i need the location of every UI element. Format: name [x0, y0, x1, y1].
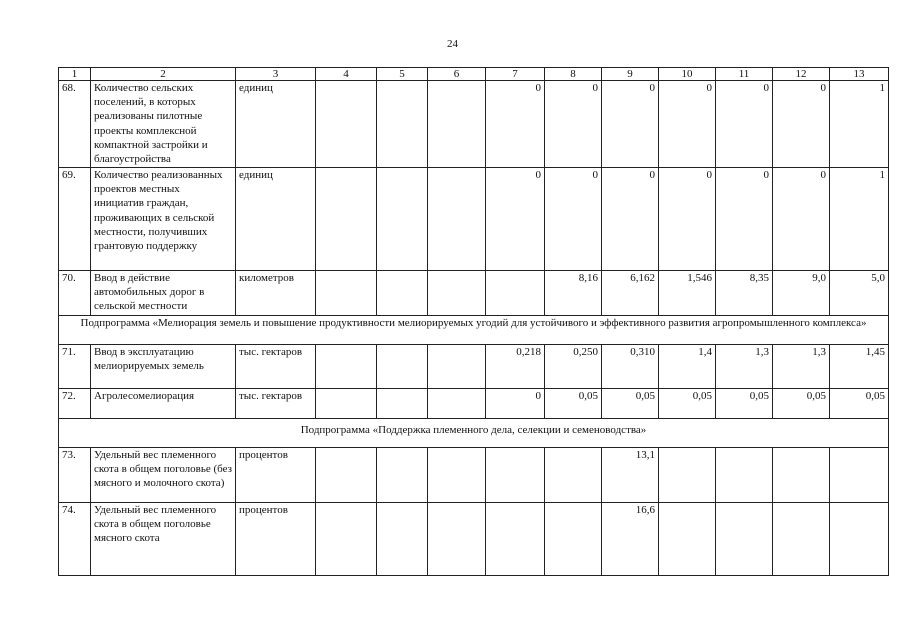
value-cell: 0,250 — [545, 345, 602, 389]
value-cell — [428, 168, 486, 271]
header-cell: 9 — [602, 68, 659, 81]
value-cell: 0,05 — [830, 389, 889, 419]
unit: процентов — [236, 503, 316, 576]
table-row — [59, 503, 889, 576]
value-cell: 0,05 — [716, 389, 773, 419]
subprogram-title: Подпрограмма «Поддержка племенного дела, селекции и семеноводства» — [59, 419, 889, 448]
header-cell: 4 — [316, 68, 377, 81]
value-cell: 9,0 — [773, 271, 830, 316]
value-cell — [830, 448, 889, 503]
value-cell — [428, 81, 486, 168]
header-cell: 1 — [59, 68, 91, 81]
value-cell — [486, 448, 545, 503]
row-number: 71. — [59, 345, 91, 389]
value-cell — [659, 448, 716, 503]
value-cell: 0 — [659, 81, 716, 168]
value-cell: 0,05 — [602, 389, 659, 419]
value-cell: 8,35 — [716, 271, 773, 316]
unit: тыс. гектаров — [236, 345, 316, 389]
indicator-name: Ввод в эксплуатацию мелиорируемых земель — [91, 345, 236, 389]
row-number: 70. — [59, 271, 91, 316]
value-cell: 5,0 — [830, 271, 889, 316]
value-cell — [377, 81, 428, 168]
value-cell: 1,3 — [773, 345, 830, 389]
value-cell — [316, 389, 377, 419]
value-cell: 0 — [486, 168, 545, 271]
value-cell: 0 — [716, 81, 773, 168]
value-cell — [659, 503, 716, 576]
indicator-name: Количество сельских поселений, в которых реализованы пилотные проекты комплексной компактной застройки и благоустройства — [91, 81, 236, 168]
value-cell — [316, 168, 377, 271]
value-cell: 0,05 — [773, 389, 830, 419]
indicator-name: Удельный вес племенного скота в общем поголовье (без мясного и молочного скота) — [91, 448, 236, 503]
row-number: 73. — [59, 448, 91, 503]
value-cell: 0 — [486, 81, 545, 168]
value-cell — [316, 81, 377, 168]
indicator-name: Ввод в действие автомобильных дорог в сельской местности — [91, 271, 236, 316]
value-cell: 0 — [486, 389, 545, 419]
table-row — [59, 271, 889, 316]
header-cell: 11 — [716, 68, 773, 81]
value-cell: 0 — [602, 81, 659, 168]
header-cell: 5 — [377, 68, 428, 81]
row-number: 74. — [59, 503, 91, 576]
value-cell — [716, 448, 773, 503]
table-row — [59, 389, 889, 419]
unit: километров — [236, 271, 316, 316]
value-cell: 1,4 — [659, 345, 716, 389]
value-cell: 6,162 — [602, 271, 659, 316]
header-cell: 3 — [236, 68, 316, 81]
row-number: 68. — [59, 81, 91, 168]
value-cell: 0,218 — [486, 345, 545, 389]
header-cell: 10 — [659, 68, 716, 81]
table-row — [59, 168, 889, 271]
value-cell: 0 — [716, 168, 773, 271]
value-cell — [773, 503, 830, 576]
value-cell: 13,1 — [602, 448, 659, 503]
value-cell — [545, 448, 602, 503]
value-cell — [377, 168, 428, 271]
table-row — [59, 81, 889, 168]
unit: единиц — [236, 81, 316, 168]
value-cell — [830, 503, 889, 576]
page-number: 24 — [447, 38, 458, 50]
value-cell — [316, 503, 377, 576]
value-cell — [428, 271, 486, 316]
value-cell: 1,546 — [659, 271, 716, 316]
value-cell — [316, 271, 377, 316]
value-cell — [377, 503, 428, 576]
value-cell — [377, 271, 428, 316]
value-cell — [486, 503, 545, 576]
value-cell — [428, 389, 486, 419]
value-cell — [377, 448, 428, 503]
value-cell: 0 — [659, 168, 716, 271]
value-cell: 0 — [545, 81, 602, 168]
value-cell: 0,05 — [659, 389, 716, 419]
value-cell: 1 — [830, 168, 889, 271]
value-cell — [486, 271, 545, 316]
header-cell: 7 — [486, 68, 545, 81]
value-cell: 0 — [602, 168, 659, 271]
header-row — [59, 68, 889, 81]
row-number: 69. — [59, 168, 91, 271]
header-cell: 8 — [545, 68, 602, 81]
unit: процентов — [236, 448, 316, 503]
indicator-name: Количество реализованных проектов местных инициатив граждан, проживающих в сельской местности, получивших грантовую поддержку — [91, 168, 236, 271]
header-cell: 6 — [428, 68, 486, 81]
indicator-name: Удельный вес племенного скота в общем поголовье мясного скота — [91, 503, 236, 576]
value-cell: 16,6 — [602, 503, 659, 576]
subprogram-row — [59, 419, 889, 448]
value-cell — [716, 503, 773, 576]
indicator-name: Агролесомелиорация — [91, 389, 236, 419]
header-cell: 12 — [773, 68, 830, 81]
table-row — [59, 345, 889, 389]
unit: единиц — [236, 168, 316, 271]
value-cell: 0 — [545, 168, 602, 271]
row-number: 72. — [59, 389, 91, 419]
value-cell: 0 — [773, 81, 830, 168]
value-cell — [428, 448, 486, 503]
value-cell — [773, 448, 830, 503]
value-cell: 1,3 — [716, 345, 773, 389]
value-cell — [428, 345, 486, 389]
value-cell: 0 — [773, 168, 830, 271]
value-cell: 0,310 — [602, 345, 659, 389]
value-cell — [316, 345, 377, 389]
value-cell: 1 — [830, 81, 889, 168]
indicator-table — [58, 67, 889, 576]
value-cell — [428, 503, 486, 576]
subprogram-title: Подпрограмма «Мелиорация земель и повышение продуктивности мелиорируемых угодий для устойчивого и эффективного развития агропромышленного комплекса» — [59, 316, 889, 345]
value-cell: 0,05 — [545, 389, 602, 419]
header-cell: 13 — [830, 68, 889, 81]
value-cell — [377, 389, 428, 419]
value-cell: 1,45 — [830, 345, 889, 389]
value-cell — [545, 503, 602, 576]
value-cell — [316, 448, 377, 503]
subprogram-row — [59, 316, 889, 345]
value-cell: 8,16 — [545, 271, 602, 316]
table-row — [59, 448, 889, 503]
value-cell — [377, 345, 428, 389]
unit: тыс. гектаров — [236, 389, 316, 419]
header-cell: 2 — [91, 68, 236, 81]
